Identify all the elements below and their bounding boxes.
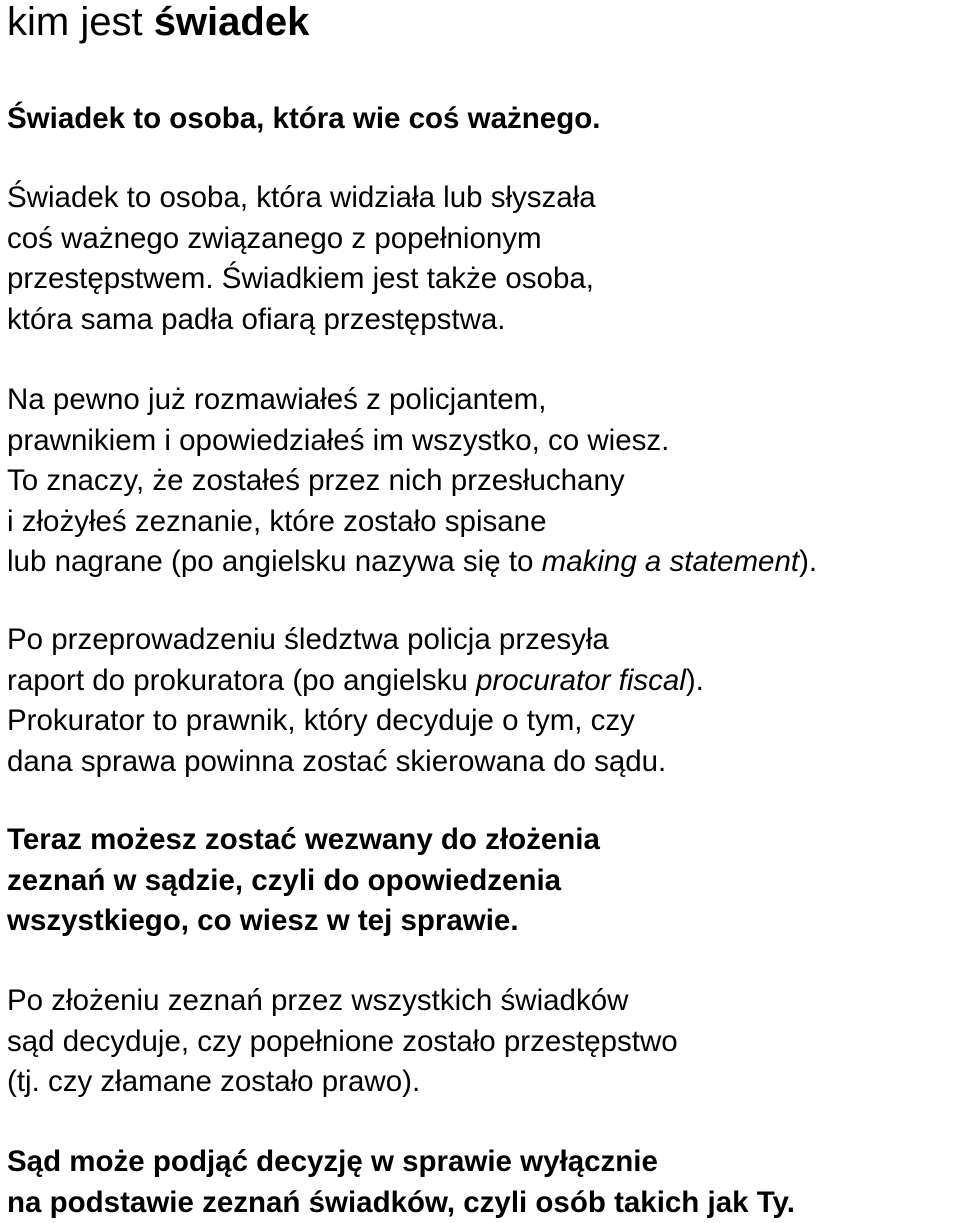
document-page <box>7 0 957 1219</box>
text-segment: raport do prokuratora (po angielsku <box>7 663 476 697</box>
text-line: coś ważnego związanego z popełnionym <box>7 221 542 255</box>
paragraph-procurator <box>7 620 704 782</box>
text-line: na podstawie zeznań świadków, czyli osób takich jak Ty. <box>7 1185 795 1219</box>
paragraph-intro <box>7 99 600 140</box>
text-line <box>7 542 817 583</box>
text-line: prawnikiem i opowiedziałeś im wszystko, co wiesz. <box>7 423 670 457</box>
text-line: Teraz możesz zostać wezwany do złożenia <box>7 823 600 856</box>
paragraph-statement <box>7 380 817 583</box>
english-term: making a statement <box>541 545 800 579</box>
text-line: To znaczy, że zostałeś przez nich przesłuchany <box>7 464 625 498</box>
text-line: dana sprawa powinna zostać skierowana do sądu. <box>7 744 667 778</box>
text-line: sąd decyduje, czy popełnione zostało przestępstwo <box>7 1024 678 1058</box>
text-line: zeznań w sądzie, czyli do opowiedzenia <box>7 863 562 897</box>
paragraph-summons <box>7 820 600 942</box>
paragraph-definition <box>7 178 596 340</box>
title-bold: świadek <box>153 0 310 44</box>
text-line: przestępstwem. Świadkiem jest także osoba, <box>7 262 594 296</box>
text-line: Po przeprowadzeniu śledztwa policja przesyła <box>7 623 609 656</box>
text-line: wszystkiego, co wiesz w tej sprawie. <box>7 904 519 938</box>
title-regular: kim jest <box>7 0 154 44</box>
text-line: Świadek to osoba, która wie coś ważnego. <box>7 102 601 135</box>
text-line: Świadek to osoba, która widziała lub słyszała <box>7 181 596 214</box>
text-line: Sąd może podjąć decyzję w sprawie wyłącznie <box>7 1145 658 1178</box>
page-title <box>7 0 957 44</box>
text-line: i złożyłeś zeznanie, które zostało spisane <box>7 504 547 538</box>
text-line <box>7 661 704 702</box>
text-segment: lub nagrane (po angielsku nazywa się to <box>7 545 542 579</box>
text-line: Prokurator to prawnik, który decyduje o tym, czy <box>7 704 635 738</box>
english-term: procurator fiscal <box>476 663 686 697</box>
text-segment: ). <box>799 545 818 579</box>
text-line: Na pewno już rozmawiałeś z policjantem, <box>7 383 547 416</box>
text-line: Po złożeniu zeznań przez wszystkich świadków <box>7 984 629 1017</box>
text-segment: ). <box>685 663 704 697</box>
paragraph-court-decision <box>7 981 678 1103</box>
text-line: która sama padła ofiarą przestępstwa. <box>7 302 506 336</box>
text-line: (tj. czy złamane zostało prawo). <box>7 1065 421 1099</box>
paragraph-conclusion <box>7 1142 795 1223</box>
